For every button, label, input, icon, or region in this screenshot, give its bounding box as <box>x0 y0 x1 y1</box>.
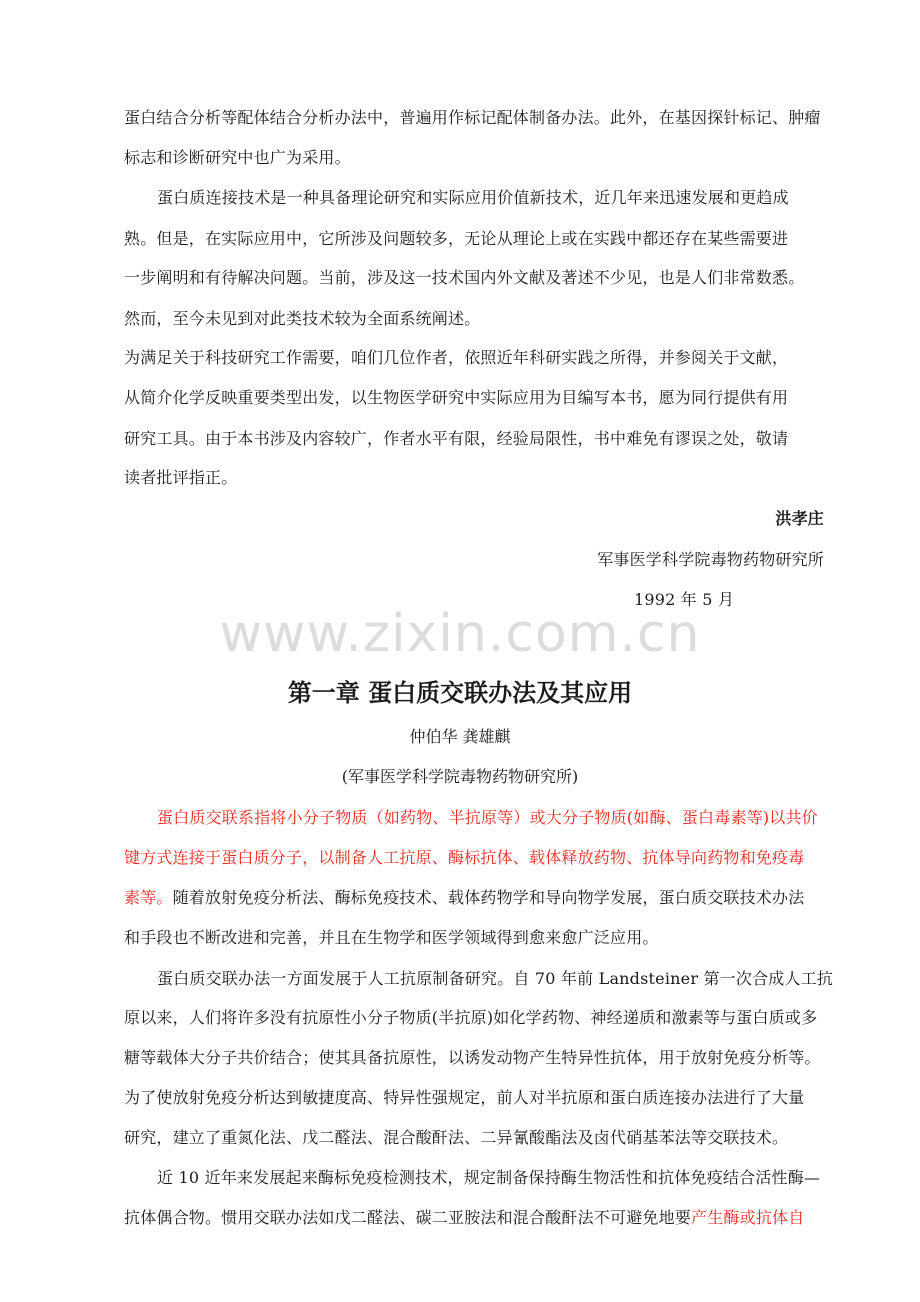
p2-line-1: 蛋白质交联办法一方面发展于人工抗原制备研究。自 70 年前 Landsteiner 第一次合成人工抗 <box>157 969 834 988</box>
signature-org: 军事医学科学院毒物药物研究所 <box>597 550 824 569</box>
chapter-authors: 仲伯华 龚雄麒 <box>409 727 511 746</box>
chapter-affiliation: (军事医学科学院毒物药物研究所) <box>341 767 579 786</box>
watermark: www.zixin.com.cn <box>219 604 701 664</box>
p3-line-2 <box>124 1208 804 1228</box>
preface-line-10: 读者批评指正。 <box>124 468 238 487</box>
p2-line-2: 原以来，人们将许多没有抗原性小分子物质(半抗原)如化学药物、神经递质和激素等与蛋白质或多 <box>124 1008 818 1027</box>
p1-line-3-red: 素等。 <box>124 888 173 907</box>
preface-line-2: 标志和诊断研究中也广为采用。 <box>124 148 351 167</box>
preface-line-9: 研究工具。由于本书涉及内容较广，作者水平有限，经验局限性，书中难免有谬误之处，敬请 <box>124 429 789 448</box>
preface-line-5: 一步阐明和有待解决问题。当前，涉及这一技术国内外文献及著述不少见，也是人们非常数悉。 <box>124 268 805 287</box>
p1-line-4: 和手段也不断改进和完善，并且在生物学和医学领域得到愈来愈广泛应用。 <box>124 928 659 947</box>
preface-line-1: 蛋白结合分析等配体结合分析办法中，普遍用作标记配体制备办法。此外，在基因探针标记、肿瘤 <box>124 108 821 127</box>
signature-name: 洪孝庄 <box>775 509 824 528</box>
p2-line-4: 为了使放射免疫分析达到敏捷度高、特异性强规定，前人对半抗原和蛋白质连接办法进行了大量 <box>124 1088 805 1107</box>
preface-line-6: 然而，至今未见到对此类技术较为全面系统阐述。 <box>124 309 481 328</box>
chapter-title: 第一章 蛋白质交联办法及其应用 <box>287 679 633 707</box>
preface-line-8: 从简介化学反映重要类型出发，以生物医学研究中实际应用为目编写本书，愿为同行提供有用 <box>124 388 789 407</box>
p2-line-3: 糖等载体大分子共价结合；使其具备抗原性，以诱发动物产生特异性抗体，用于放射免疫分析等。 <box>124 1048 821 1067</box>
preface-line-7: 为满足关于科技研究工作需要，咱们几位作者，依照近年科研实践之所得，并参阅关于文献， <box>124 348 789 367</box>
p3-line-2-text: 抗体偶合物。惯用交联办法如戊二醛法、碳二亚胺法和混合酸酐法不可避免地要 <box>124 1208 692 1227</box>
p1-line-2: 键方式连接于蛋白质分子，以制备人工抗原、酶标抗体、载体释放药物、抗体导向药物和免疫毒 <box>124 848 805 867</box>
p1-line-1: 蛋白质交联系指将小分子物质（如药物、半抗原等）或大分子物质(如酶、蛋白毒素等)以共价 <box>157 808 818 827</box>
p1-line-3-rest: 随着放射免疫分析法、酶标免疫技术、载体药物学和导向物学发展，蛋白质交联技术办法 <box>172 888 805 907</box>
p1-line-3 <box>124 888 804 908</box>
p2-line-5: 研究，建立了重氮化法、戊二醛法、混合酸酐法、二异氰酸酯法及卤代硝基苯法等交联技术。 <box>124 1128 789 1147</box>
preface-line-3: 蛋白质连接技术是一种具备理论研究和实际应用价值新技术，近几年来迅速发展和更趋成 <box>157 188 789 207</box>
p3-line-2-red: 产生酶或抗体自 <box>691 1208 805 1227</box>
p3-line-1: 近 10 近年来发展起来酶标免疫检测技术，规定制备保持酶生物活性和抗体免疫结合活性酶— <box>157 1168 821 1187</box>
signature-date: 1992 年 5 月 <box>634 590 735 609</box>
preface-line-4: 熟。但是，在实际应用中，它所涉及问题较多，无论从理论上或在实践中都还存在某些需要进 <box>124 229 789 248</box>
